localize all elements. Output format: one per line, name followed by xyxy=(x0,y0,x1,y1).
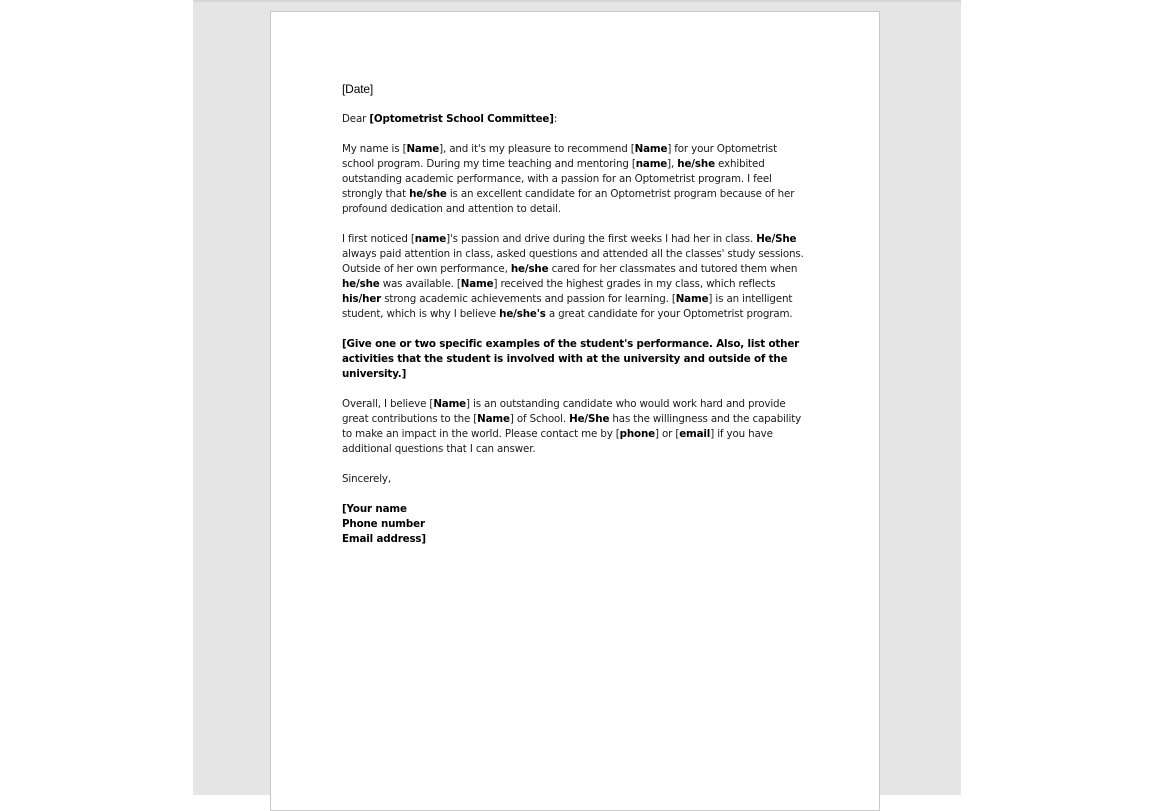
signature-email: Email address] xyxy=(342,533,426,545)
salutation: Dear [Optometrist School Committee]: xyxy=(342,113,558,125)
paragraph-introduction: My name is [Name], and it's my pleasure to recommend [Name] for your Optometrist school program. During my time teaching and mentoring [name], he/she exhibited outstanding academic performance, with a passion for an Optometrist program. I feel strongly that he/she is an excellent candidate for an Optometrist program because of her profound dedication and attention to detail. xyxy=(342,143,795,215)
signature-block xyxy=(342,502,812,547)
signature-name: [Your name xyxy=(342,503,407,515)
signature-phone: Phone number xyxy=(342,518,425,530)
letter-body xyxy=(342,82,812,547)
paragraph-conclusion: Overall, I believe [Name] is an outstanding candidate who would work hard and provide great contributions to the [Name] of School. He/She has the willingness and the capability to make an impact in the world. Please contact me by [phone] or [email] if you have additional questions that I can answer. xyxy=(342,398,802,455)
document-page xyxy=(270,11,880,811)
date-field: [Date] xyxy=(342,82,374,96)
paragraph-observations: I first noticed [name]'s passion and drive during the first weeks I had her in class. He/She always paid attention in class, asked questions and attended all the classes' study sessions. Outside of her own performance, he/she cared for her classmates and tutored them when he/she was available. [Name] received the highest grades in my class, which reflects his/her strong academic achievements and passion for learning. [Name] is an intelligent student, which is why I believe he/she's a great candidate for your Optometrist program. xyxy=(342,233,804,320)
closing: Sincerely, xyxy=(342,473,391,485)
document-viewer[interactable] xyxy=(193,0,961,795)
paragraph-instructions: [Give one or two specific examples of the student's performance. Also, list other activities that the student is involved with at the university and outside of the university.] xyxy=(342,338,800,380)
